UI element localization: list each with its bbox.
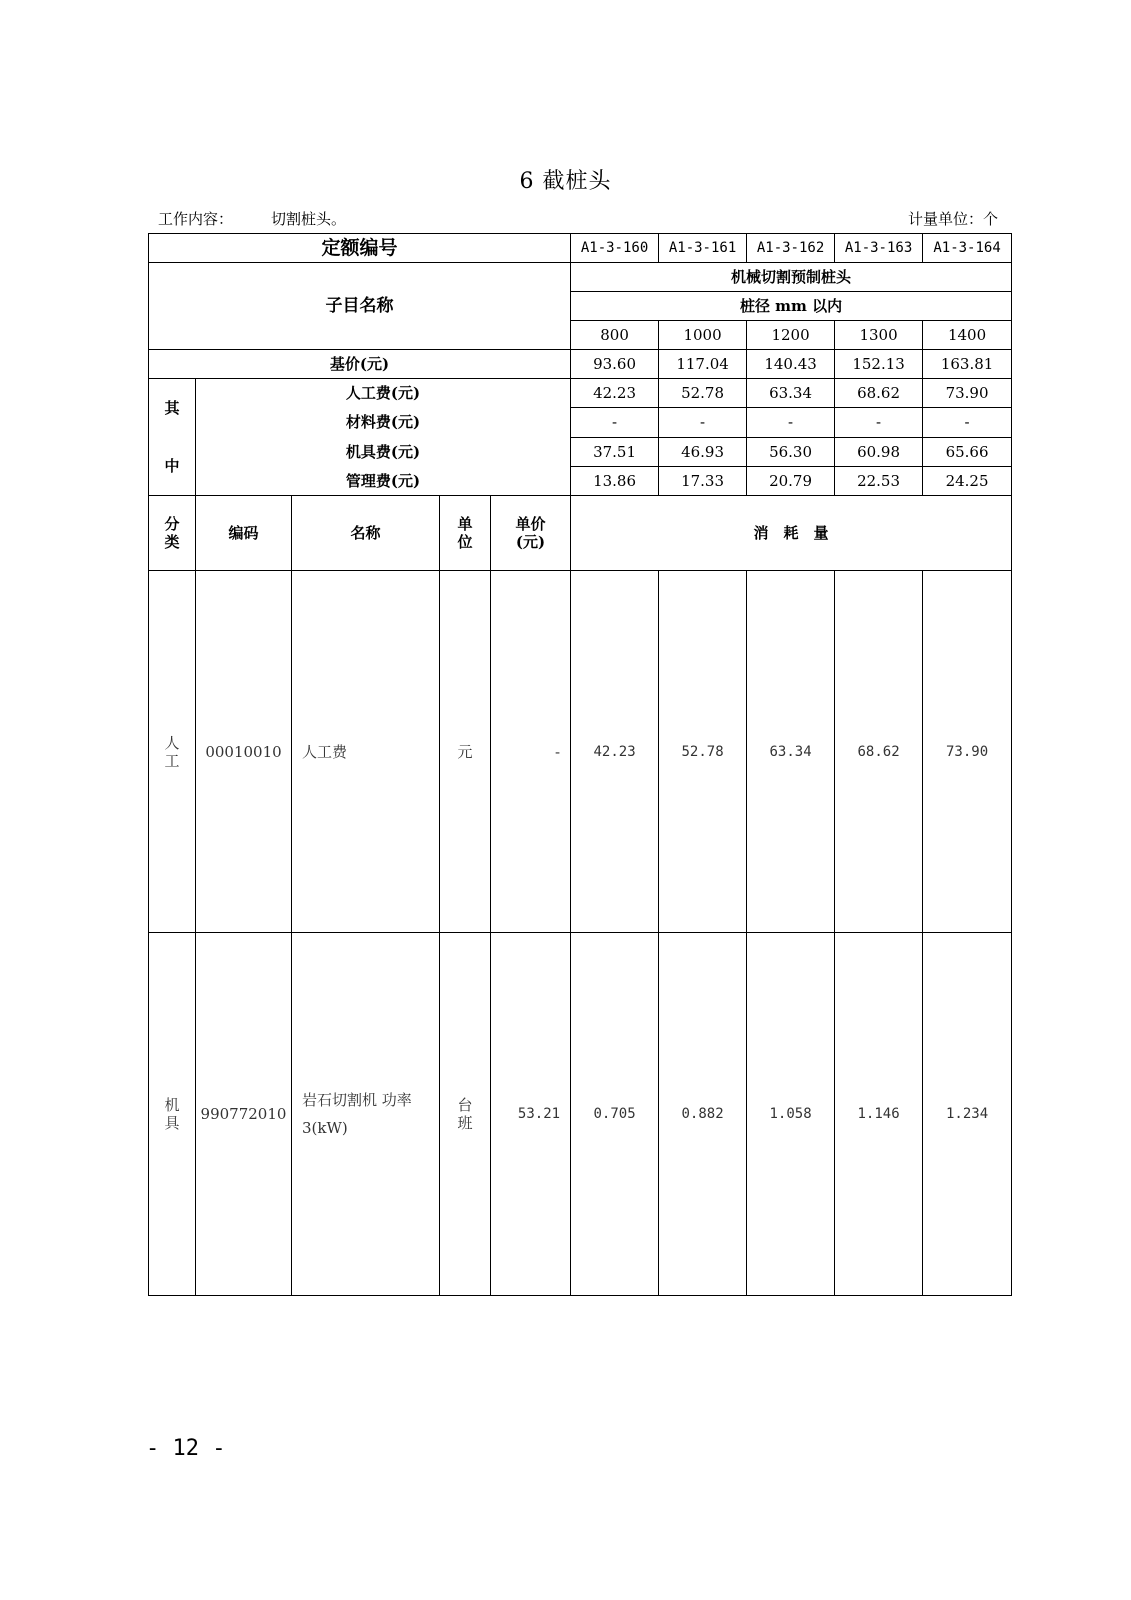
breakdown-value: 63.34 [747,379,835,408]
item-consumption: 68.62 [835,571,923,933]
item-row-labor [149,571,1012,933]
diameter-value: 800 [571,321,659,350]
item-name: 人工费 [292,571,440,933]
col-consumption: 消 耗 量 [571,496,1012,571]
col-code: 编码 [196,496,292,571]
item-price: - [491,571,571,933]
breakdown-item-label: 人工费(元) [196,379,571,408]
item-unit-1: 台 [457,1096,473,1114]
item-price: 53.21 [491,933,571,1296]
item-unit [440,933,491,1296]
breakdown-value: - [923,408,1012,437]
base-price-value: 152.13 [835,350,923,379]
col-unit [440,496,491,571]
quota-code: A1-3-164 [923,234,1012,263]
breakdown-value: 24.25 [923,466,1012,495]
item-name-label: 子目名称 [149,263,571,350]
diameter-value: 1000 [659,321,747,350]
work-content-text: 切割桩头。 [271,210,347,228]
col-category [149,496,196,571]
group-name: 机械切割预制桩头 [571,263,1012,292]
diameter-label: 桩径 mm 以内 [571,292,1012,321]
breakdown-value: 17.33 [659,466,747,495]
diameter-value: 1200 [747,321,835,350]
item-category [149,933,196,1296]
breakdown-row-machine [149,437,1012,466]
measurement-unit: 计量单位：个 [907,210,998,228]
item-category-1: 机 [164,1096,180,1114]
column-header-row [149,496,1012,571]
col-price [491,496,571,571]
item-code: 00010010 [196,571,292,933]
item-unit [440,571,491,933]
item-consumption: 1.146 [835,933,923,1296]
col-price-1: 单价 [515,515,546,533]
item-category-2: 工 [164,751,180,770]
quota-code: A1-3-161 [659,234,747,263]
item-unit-2: 班 [457,1114,473,1132]
base-price-value: 163.81 [923,350,1012,379]
base-price-label: 基价(元) [149,350,571,379]
breakdown-value: - [659,408,747,437]
breakdown-value: 13.86 [571,466,659,495]
breakdown-value: 73.90 [923,379,1012,408]
breakdown-value: 46.93 [659,437,747,466]
breakdown-row-management [149,466,1012,495]
base-price-value: 117.04 [659,350,747,379]
breakdown-value: - [747,408,835,437]
item-category [149,571,196,933]
section-title: 6 截桩头 [519,169,612,194]
quota-code: A1-3-162 [747,234,835,263]
item-consumption: 42.23 [571,571,659,933]
quota-code: A1-3-163 [835,234,923,263]
item-code: 990772010 [196,933,292,1296]
diameter-value: 1400 [923,321,1012,350]
quota-table [148,233,1012,1296]
breakdown-item-label: 机具费(元) [196,437,571,466]
breakdown-value: 42.23 [571,379,659,408]
item-consumption: 63.34 [747,571,835,933]
item-unit-1: 元 [457,742,473,761]
breakdown-value: - [571,408,659,437]
breakdown-value: 60.98 [835,437,923,466]
item-row-machine [149,933,1012,1296]
breakdown-item-label: 管理费(元) [196,466,571,495]
code-label: 定额编号 [149,234,571,263]
item-consumption: 0.882 [659,933,747,1296]
base-price-row [149,350,1012,379]
diameter-value: 1300 [835,321,923,350]
breakdown-value: 20.79 [747,466,835,495]
item-consumption: 73.90 [923,571,1012,933]
breakdown-value: 37.51 [571,437,659,466]
item-consumption: 1.058 [747,933,835,1296]
page-number: - 12 - [146,1436,226,1461]
item-consumption: 1.234 [923,933,1012,1296]
breakdown-value: - [835,408,923,437]
item-consumption: 52.78 [659,571,747,933]
breakdown-label-bottom: 中 [164,457,180,475]
breakdown-row-material [149,408,1012,437]
code-row [149,234,1012,263]
col-category-2: 类 [164,533,180,551]
breakdown-label-top: 其 [164,399,180,417]
breakdown-value: 52.78 [659,379,747,408]
item-category-1: 人 [164,733,180,752]
breakdown-row-labor [149,379,1012,408]
base-price-value: 93.60 [571,350,659,379]
col-name: 名称 [292,496,440,571]
base-price-value: 140.43 [747,350,835,379]
item-consumption: 0.705 [571,933,659,1296]
item-category-2: 具 [164,1114,180,1132]
breakdown-value: 65.66 [923,437,1012,466]
quota-code: A1-3-160 [571,234,659,263]
breakdown-label [149,379,196,496]
col-unit-1: 单 [457,515,473,533]
col-unit-2: 位 [457,533,473,551]
item-name: 岩石切割机 功率3(kW) [292,933,440,1296]
breakdown-value: 68.62 [835,379,923,408]
col-price-2: (元) [515,533,546,551]
breakdown-value: 22.53 [835,466,923,495]
item-name-row-1 [149,263,1012,292]
work-content [158,208,346,229]
work-content-label: 工作内容： [158,210,234,228]
breakdown-item-label: 材料费(元) [196,408,571,437]
col-category-1: 分 [164,515,180,533]
breakdown-value: 56.30 [747,437,835,466]
